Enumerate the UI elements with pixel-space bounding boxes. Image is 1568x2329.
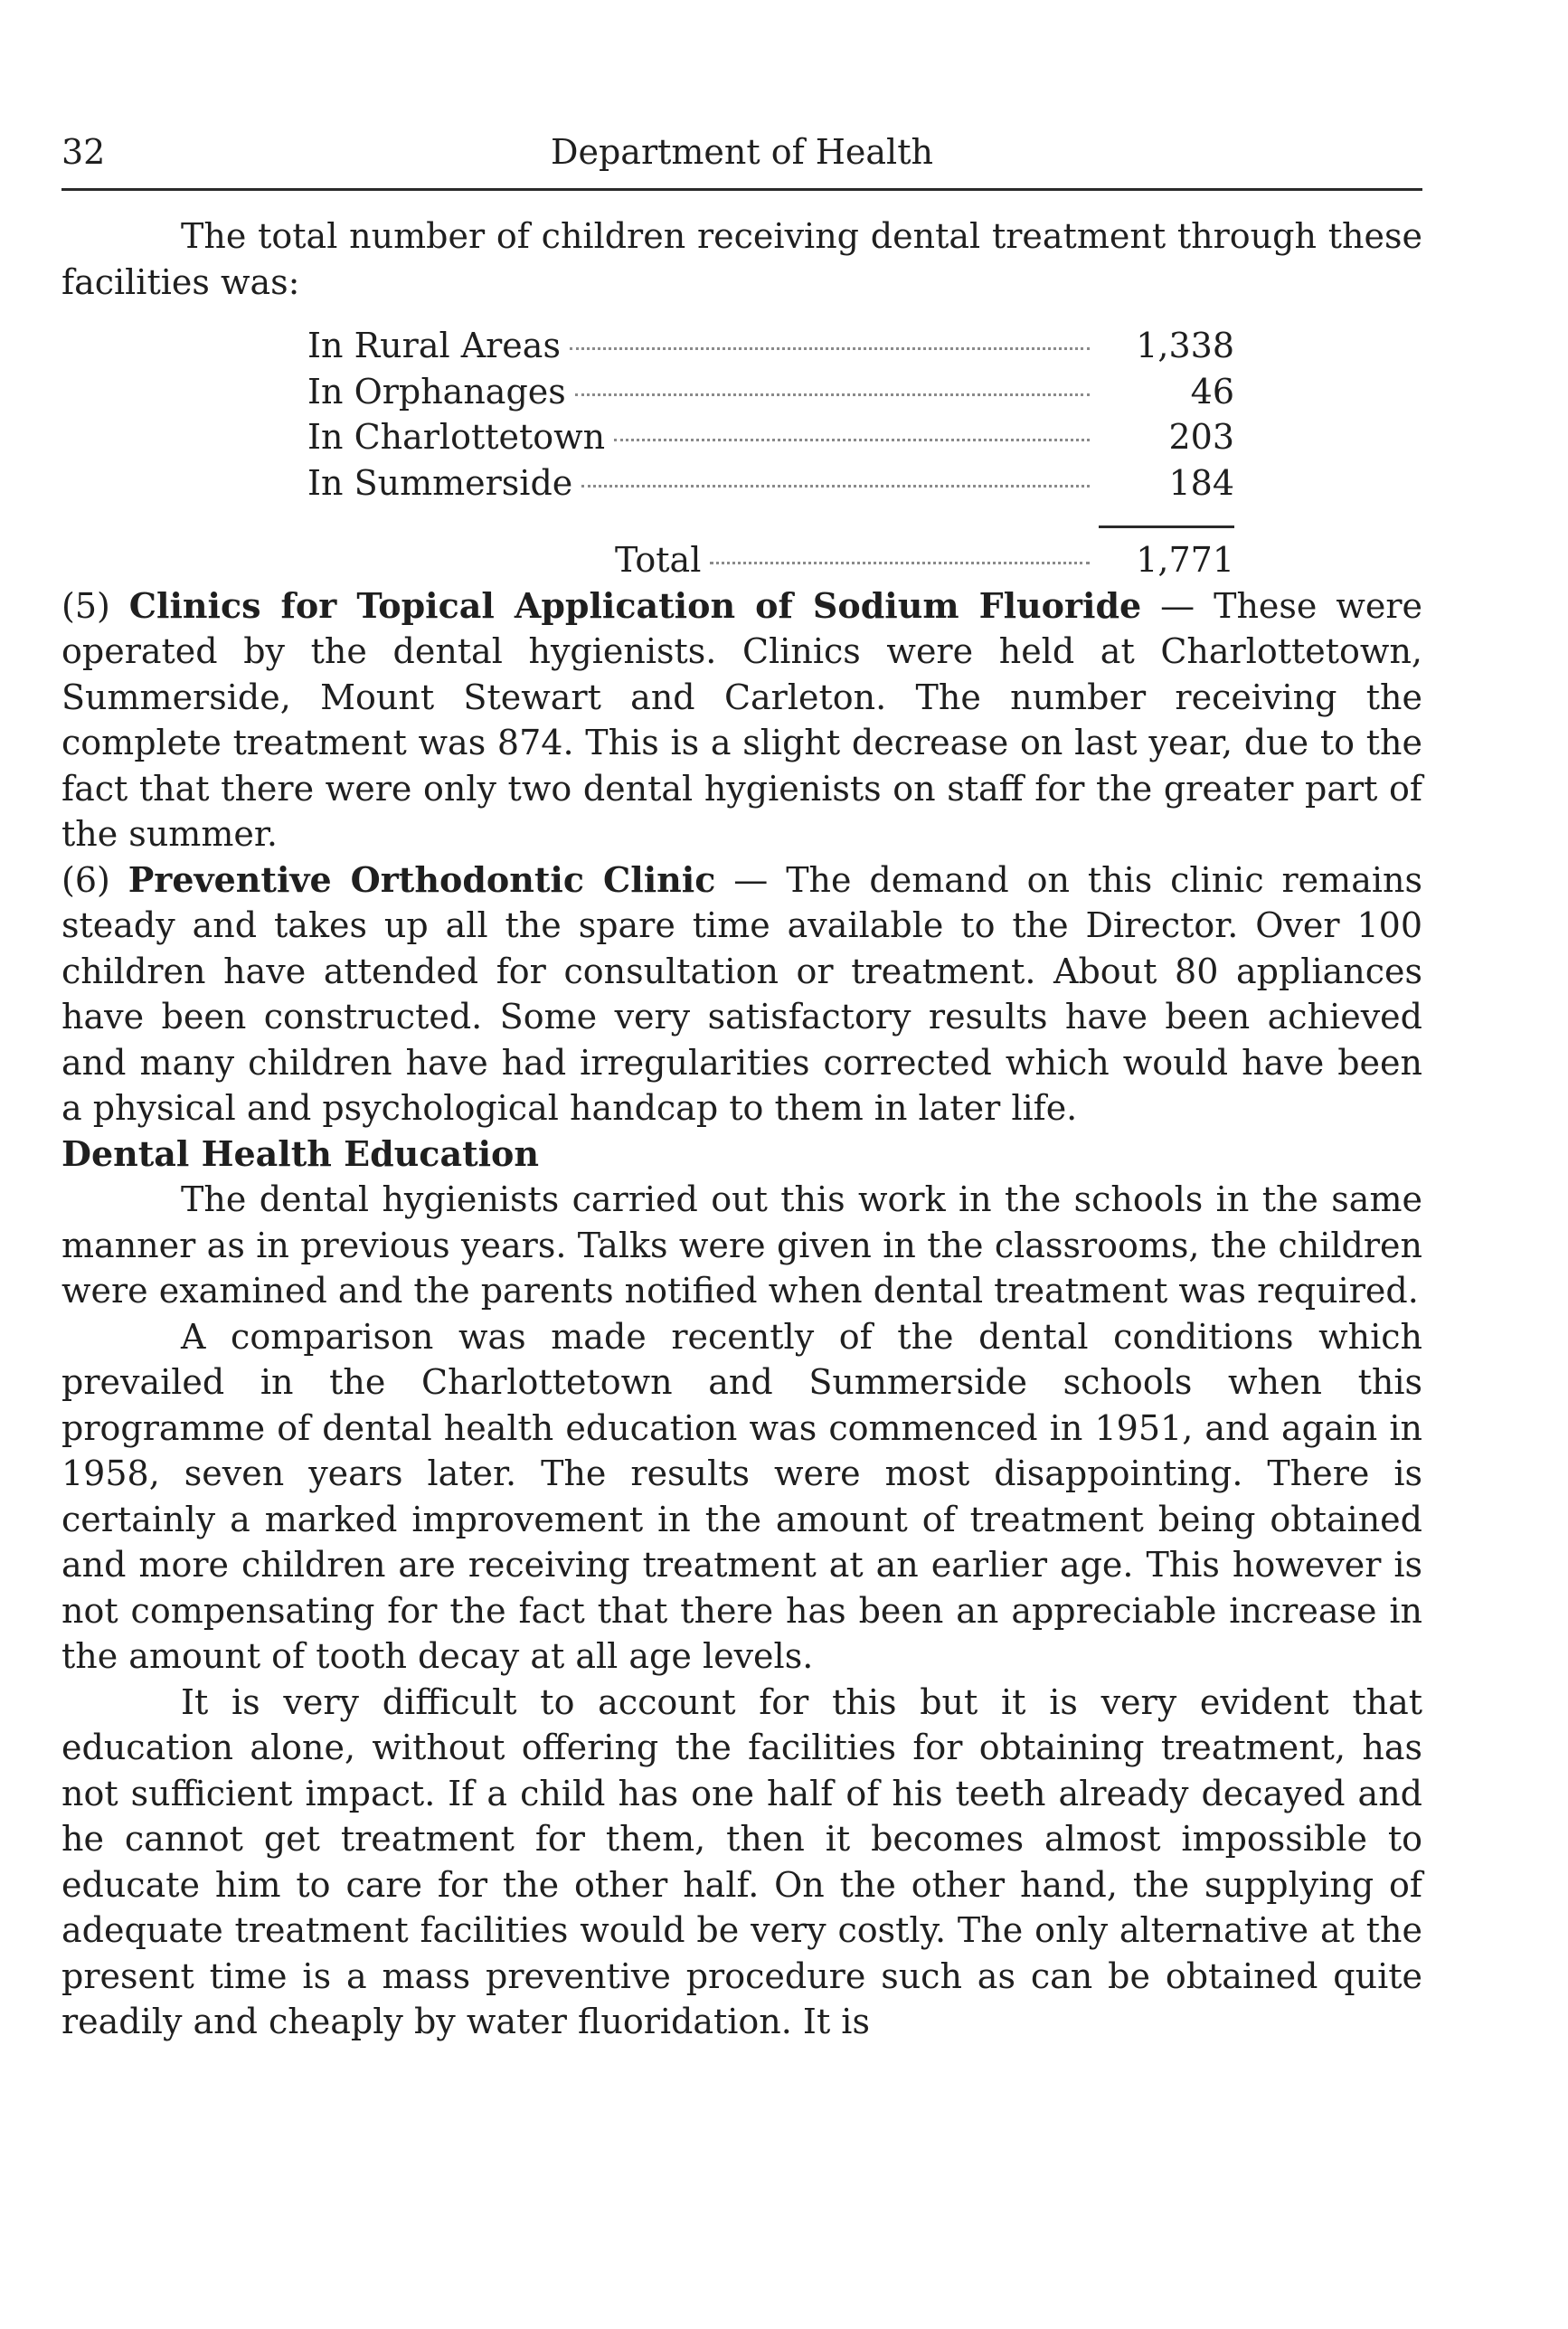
section-5-paragraph [61, 583, 1422, 857]
total-value: 1,771 [1136, 540, 1234, 580]
running-head: Department of Health [551, 132, 933, 172]
section-6-title: Preventive Orthodontic Clinic [128, 858, 716, 900]
tally-row [307, 369, 1234, 415]
body-paragraph: It is very difficult to account for this but it is very evident that education alone, without offering the facilities for obtaining treatment, has not sufficient impact. If a child has one half of his teeth already decayed and he cannot get treatment for them, then it becomes almost impossible to educate him to care for the other half. On the other hand, the supplying of adequate treatment facilities would be very costly. The only alternative at the present time is a mass preventive procedure such as can be obtained quite readily and cheaply by water fluoridation. It is [61, 1681, 1422, 2041]
dot-leader [570, 347, 1090, 350]
tally-value: 184 [1168, 462, 1234, 503]
section-5-number: (5) [61, 585, 110, 626]
tally-value: 203 [1168, 417, 1234, 457]
tally-total-row [307, 537, 1234, 583]
total-label: Total [615, 540, 702, 580]
section-6-text: The demand on this clinic remains steady and takes up all the spare time available to the Director. Over 100 children have attended for consultation or treatment. About 80 appliances have been constructed. Some very satisfactory results have been achieved and many children have had irregularities corrected which would have been a physical and psychological handcap to them in later life. [61, 859, 1422, 1128]
body-paragraph: A comparison was made recently of the dental conditions which prevailed in the Charlottetown and Summerside schools when this programme of dental health education was commenced in 1951, and again in 1958, seven years later. The results were most disappointing. There is certainly a marked improvement in the amount of treatment being obtained and more children are receiving treatment at an earlier age. This however is not compensating for the fact that there has been an appreciable increase in the amount of tooth decay at all age levels. [61, 1316, 1422, 1676]
dot-leader [575, 393, 1090, 396]
tally-label: In Orphanages [307, 371, 566, 412]
intro-paragraph: The total number of children receiving dental treatment through these facilities was: [61, 216, 1422, 302]
tally-row [307, 414, 1234, 460]
dot-leader [581, 485, 1090, 488]
section-6-number: (6) [61, 859, 110, 900]
section-6-dash: — [733, 859, 769, 900]
tally-label: In Charlottetown [307, 417, 606, 457]
body-paragraph: The dental hygienists carried out this work in the schools in the same manner as in previous years. Talks were given in the classrooms, the children were examined and the parents notified when dental treatment was required. [61, 1179, 1422, 1311]
section-5-text: These were operated by the dental hygienists. Clinics were held at Charlottetown, Summerside, Mount Stewart and Carleton. The number receiving the complete treatment was 874. This is a slight decrease on last year, due to the fact that there were only two dental hygienists on staff for the greater part of the summer. [61, 585, 1422, 854]
page-header [61, 132, 1422, 179]
section-heading: Dental Health Education [61, 1132, 540, 1174]
tally-label: In Summerside [307, 462, 573, 503]
total-rule [1099, 525, 1234, 528]
tally-row [307, 323, 1234, 369]
dot-leader [710, 562, 1090, 564]
tally-row [307, 460, 1234, 507]
section-6-paragraph [61, 857, 1422, 1131]
tally-value: 46 [1190, 371, 1234, 412]
children-tally-table [307, 323, 1234, 583]
body-text [61, 213, 1422, 2045]
dot-leader [614, 439, 1090, 441]
header-rule [61, 188, 1422, 191]
section-5-dash: — [1160, 585, 1195, 626]
page-number: 32 [61, 132, 106, 172]
section-5-title: Clinics for Topical Application of Sodium Fluoride [128, 584, 1142, 626]
tally-value: 1,338 [1136, 326, 1234, 365]
tally-label: In Rural Areas [307, 326, 561, 365]
